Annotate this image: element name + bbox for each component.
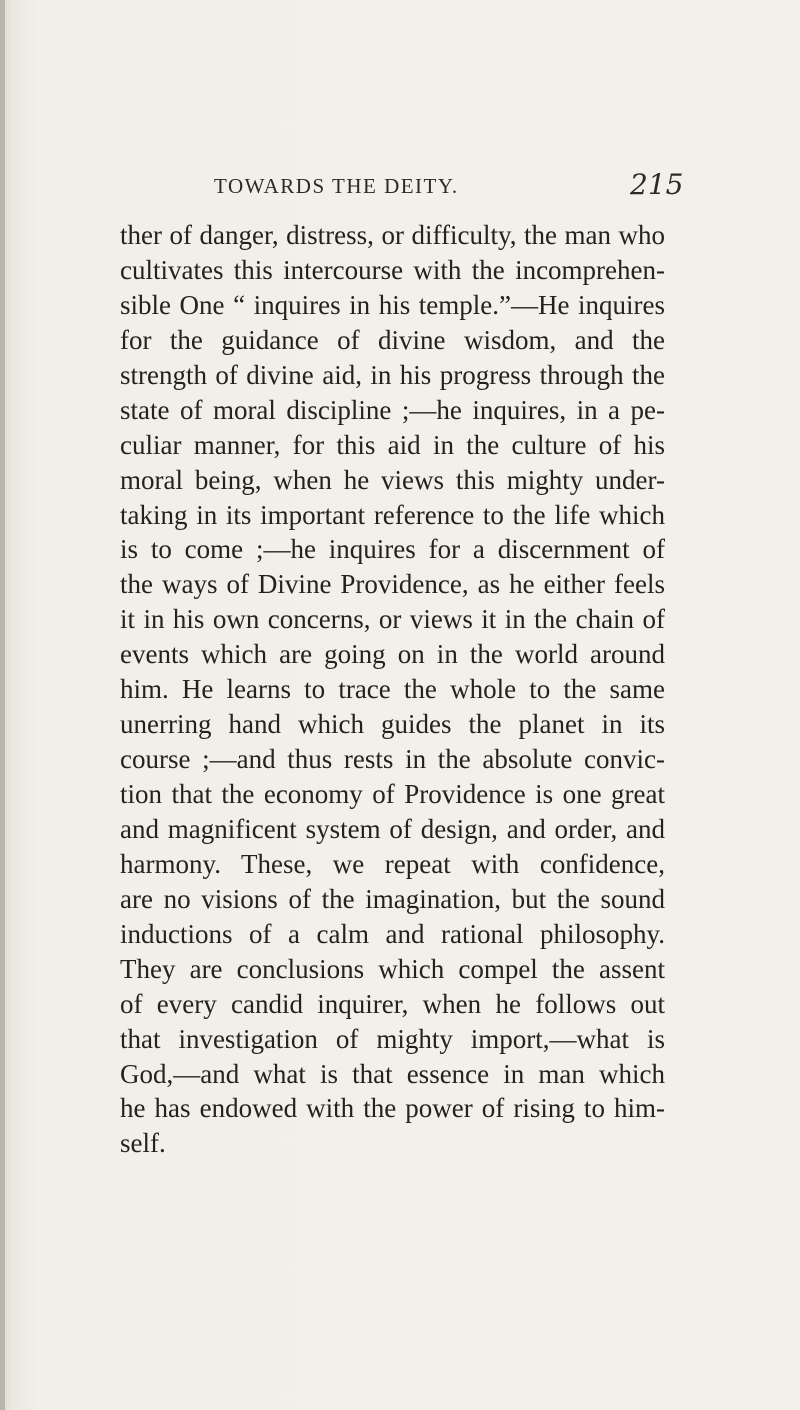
running-head: [0, 170, 800, 204]
text-line: and magnificent system of design, and order, and: [120, 813, 665, 844]
text-line: the ways of Divine Providence, as he either feels: [120, 569, 665, 600]
text-line: for the guidance of divine wisdom, and the: [120, 324, 665, 355]
text-line: him. He learns to trace the whole to the same: [120, 674, 665, 705]
text-line: tion that the economy of Providence is one great: [120, 779, 665, 809]
text-line: is to come ;—he inquires for a discernment of: [120, 534, 665, 565]
text-line: he has endowed with the power of rising to him-: [120, 1093, 665, 1124]
body-text: [120, 218, 665, 1161]
text-line: taking in its important reference to the life which: [120, 499, 665, 530]
text-line: harmony. These, we repeat with confidence,: [120, 848, 665, 879]
text-line: events which are going on in the world around: [120, 639, 665, 670]
text-line: course ;—and thus rests in the absolute convic-: [120, 744, 665, 775]
text-line: are no visions of the imagination, but the sound: [120, 883, 665, 914]
text-line: moral being, when he views this mighty under-: [120, 464, 665, 495]
page-number: 215: [630, 168, 684, 201]
text-line: sible One “ inquires in his temple.”—He inquires: [120, 289, 665, 320]
text-line: culiar manner, for this aid in the culture of his: [120, 429, 665, 460]
text-line: inductions of a calm and rational philosophy.: [120, 918, 665, 949]
text-line: unerring hand which guides the planet in its: [120, 709, 665, 740]
text-line: state of moral discipline ;—he inquires, in a pe-: [120, 394, 665, 425]
page-edge: [0, 0, 5, 1410]
text-line: They are conclusions which compel the assent: [120, 953, 665, 984]
text-line: cultivates this intercourse with the incomprehen-: [120, 254, 665, 285]
running-title: TOWARDS THE DEITY.: [214, 174, 459, 198]
text-line: that investigation of mighty import,—what is: [120, 1023, 665, 1054]
text-line: it in his own concerns, or views it in the chain of: [120, 604, 665, 635]
text-line: God,—and what is that essence in man which: [120, 1058, 665, 1089]
text-line: of every candid inquirer, when he follows out: [120, 988, 665, 1019]
text-line: self.: [120, 1128, 166, 1159]
text-line: strength of divine aid, in his progress through the: [120, 359, 665, 390]
text-line: ther of danger, distress, or difficulty, the man who: [120, 220, 665, 250]
